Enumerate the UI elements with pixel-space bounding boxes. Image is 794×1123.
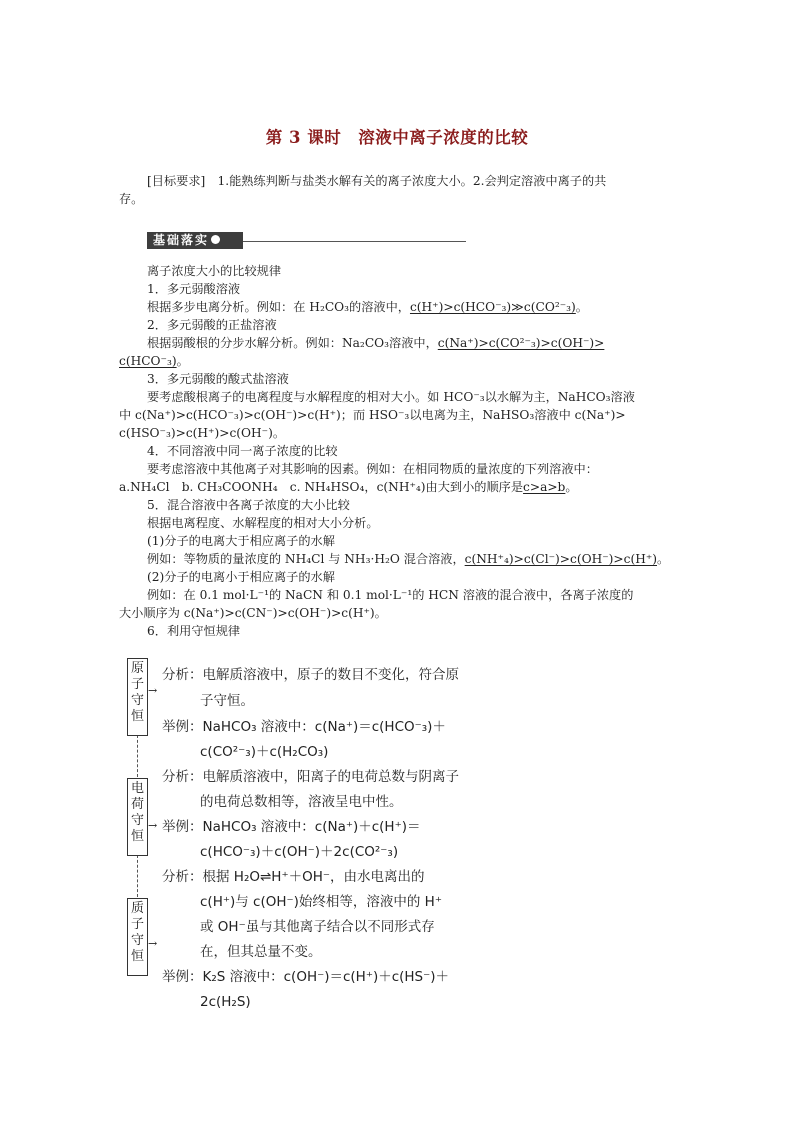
rule-3-line-1: 要考虑酸根离子的电离程度与水解程度的相对大小。如 HCO⁻₃以水解为主，NaHCO₃溶液 <box>147 390 635 404</box>
rule-2-desc: 根据弱酸根的分步水解分析。例如：Na₂CO₃溶液中， <box>147 336 438 350</box>
rule-2-answer-cont: c(HCO⁻₃) <box>119 354 177 368</box>
charge-example-eq-2: c(HCO⁻₃)＋c(OH⁻)＋2c(CO²⁻₃) <box>200 844 399 860</box>
charge-example-eq-1: c(Na⁺)＋c(H⁺)＝ <box>314 819 421 835</box>
proton-example-line-2: 2c(H₂S) <box>200 994 251 1010</box>
proton-analysis-line-1: 分析：根据 H₂O⇌H⁺＋OH⁻，由水电离出的 <box>162 869 425 885</box>
rule-5-example-2-line-2: 大小顺序为 c(Na⁺)>c(CN⁻)>c(OH⁻)>c(H⁺)。 <box>119 606 387 620</box>
rule-2-text <box>147 334 604 352</box>
goal-line-1: [目标要求] 1.能熟练判断与盐类水解有关的离子浓度大小。2.会判定溶液中离子的共 <box>147 174 607 188</box>
charge-example-line-1 <box>162 816 420 839</box>
rule-4-title: 4．不同溶液中同一离子浓度的比较 <box>147 444 338 458</box>
rule-4-line-2 <box>119 478 578 496</box>
arrow-right-icon: → <box>148 819 158 832</box>
rule-4-desc: a.NH₄Cl b. CH₃COONH₄ c. NH₄HSO₄，c(NH⁺₄)由大到小的顺序是 <box>119 480 524 494</box>
atom-conservation-box: 原子守恒 <box>127 658 148 736</box>
rule-3-line-2: 中 c(Na⁺)>c(HCO⁻₃)>c(OH⁻)>c(H⁺)；而 HSO⁻₃以电离为主，NaHSO₃溶液中 c(Na⁺)> <box>119 408 626 422</box>
atom-example-eq-1: c(Na⁺)＝c(HCO⁻₃)＋ <box>314 719 446 735</box>
connector-line <box>137 855 138 897</box>
proton-analysis-line-3: 或 OH⁻虽与其他离子结合以不同形式存 <box>200 919 435 935</box>
rule-2-end: 。 <box>176 354 189 368</box>
proton-conservation-box: 质子守恒 <box>127 898 148 976</box>
rule-5-example-1 <box>147 550 669 568</box>
rule-4-line-1: 要考虑溶液中其他离子对其影响的因素。例如：在相同物质的量浓度的下列溶液中： <box>147 462 598 476</box>
rule-5-title: 5．混合溶液中各离子浓度的大小比较 <box>147 498 350 512</box>
rule-4-end: 。 <box>565 480 578 494</box>
rule-4-answer: c>a>b <box>523 480 566 494</box>
section-banner-label: 基础落实 <box>153 233 210 247</box>
proton-example-line-1: 举例：K₂S 溶液中：c(OH⁻)＝c(H⁺)＋c(HS⁻)＋ <box>162 969 450 985</box>
charge-conservation-box: 电荷守恒 <box>127 778 148 856</box>
section-heading: 离子浓度大小的比较规律 <box>147 264 282 278</box>
rule-2-answer: c(Na⁺)>c(CO²⁻₃)>c(OH⁻)> <box>437 336 605 350</box>
bullet-icon <box>211 235 220 244</box>
rule-6-title: 6．利用守恒规律 <box>147 624 241 638</box>
atom-analysis-line-2: 子守恒。 <box>200 693 254 709</box>
charge-analysis-line-1: 分析：电解质溶液中，阳离子的电荷总数与阴离子 <box>162 769 459 785</box>
rule-5-example-1-answer: c(NH⁺₄)>c(Cl⁻)>c(OH⁻)>c(H⁺) <box>464 552 658 566</box>
banner-divider <box>243 241 466 242</box>
atom-analysis-line-1: 分析：电解质溶液中，原子的数目不变化，符合原 <box>162 667 459 683</box>
charge-example-label: 举例：NaHCO₃ 溶液中： <box>162 819 315 835</box>
rule-2-title: 2．多元弱酸的正盐溶液 <box>147 318 277 332</box>
rule-2-text-cont <box>119 352 189 370</box>
rule-5-example-1-desc: 例如：等物质的量浓度的 NH₄Cl 与 NH₃·H₂O 混合溶液， <box>147 552 465 566</box>
atom-example-line-1 <box>162 716 446 739</box>
arrow-right-icon: → <box>148 937 158 950</box>
charge-analysis-line-2: 的电荷总数相等，溶液呈电中性。 <box>200 794 403 810</box>
rule-5-line-1: 根据电离程度、水解程度的相对大小分析。 <box>147 516 379 530</box>
page-title: 第 3 课时 溶液中离子浓度的比较 <box>265 128 529 147</box>
rule-5-example-2-line-1: 例如：在 0.1 mol·L⁻¹的 NaCN 和 0.1 mol·L⁻¹的 HCN 溶液的混合液中，各离子浓度的 <box>147 588 634 602</box>
connector-line <box>137 735 138 777</box>
rule-5-sub-1: (1)分子的电离大于相应离子的水解 <box>147 534 335 548</box>
atom-example-label: 举例：NaHCO₃ 溶液中： <box>162 719 315 735</box>
goal-line-2: 存。 <box>119 192 144 206</box>
rule-5-example-1-end: 。 <box>657 552 670 566</box>
section-banner <box>147 232 243 249</box>
rule-5-sub-2: (2)分子的电离小于相应离子的水解 <box>147 570 335 584</box>
rule-1-desc: 根据多步电离分析。例如：在 H₂CO₃的溶液中， <box>147 300 410 314</box>
rule-3-title: 3．多元弱酸的酸式盐溶液 <box>147 372 289 386</box>
proton-analysis-line-4: 在，但其总量不变。 <box>200 944 322 960</box>
rule-1-text <box>147 298 588 316</box>
rule-3-line-3: c(HSO⁻₃)>c(H⁺)>c(OH⁻)。 <box>119 426 286 440</box>
rule-1-answer: c(H⁺)>c(HCO⁻₃)≫c(CO²⁻₃) <box>409 300 576 314</box>
rule-1-title: 1．多元弱酸溶液 <box>147 282 241 296</box>
atom-example-eq-2: c(CO²⁻₃)＋c(H₂CO₃) <box>200 744 329 760</box>
arrow-right-icon: → <box>148 684 158 697</box>
proton-analysis-line-2: c(H⁺)与 c(OH⁻)始终相等，溶液中的 H⁺ <box>200 894 442 910</box>
rule-1-end: 。 <box>575 300 588 314</box>
